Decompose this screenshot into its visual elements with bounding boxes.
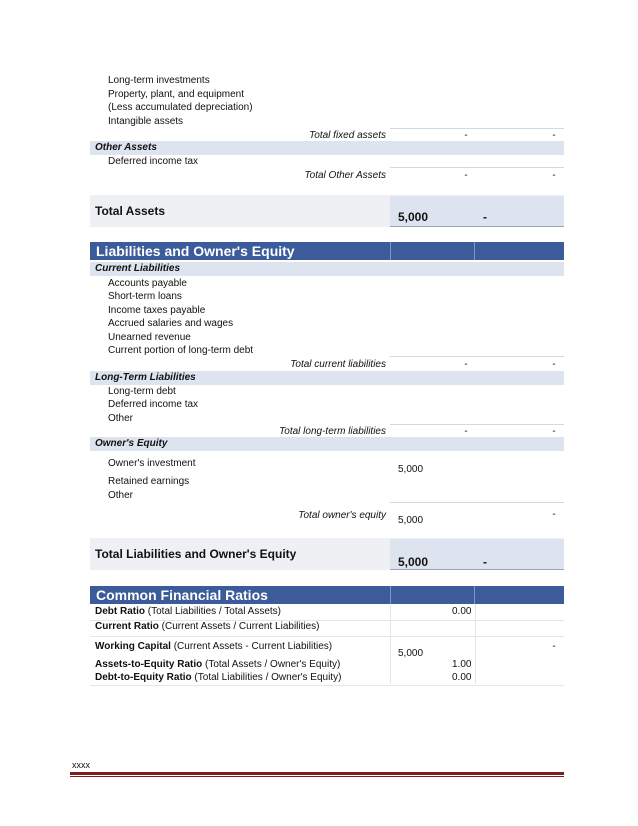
total-owners-equity-value-1: 5,000	[398, 515, 424, 526]
total-fixed-assets-value-2: -	[552, 130, 556, 141]
total-long-term-liabilities-value-1: -	[464, 426, 468, 437]
current-liability-item: Unearned revenue	[108, 332, 191, 343]
current-liabilities-heading: Current Liabilities	[95, 263, 181, 274]
ratio-row	[95, 672, 341, 684]
ratio-value: 1.00	[452, 659, 472, 670]
equity-item: Owner's investment	[108, 458, 196, 469]
ratio-row	[95, 621, 320, 633]
gridline	[90, 636, 564, 637]
owners-investment-value: 5,000	[398, 464, 424, 475]
total-fixed-assets-label: Total fixed assets	[309, 130, 386, 141]
current-liability-item: Accounts payable	[108, 278, 187, 289]
total-current-liabilities-value-1: -	[464, 359, 468, 370]
ratio-description: (Current Assets - Current Liabilities)	[170, 641, 333, 652]
ratio-value: 0.00	[452, 672, 472, 683]
working-capital-value-2: -	[552, 641, 556, 652]
current-liability-item: Current portion of long-term debt	[108, 345, 254, 356]
total-assets-label: Total Assets	[95, 204, 166, 218]
total-assets-value-1: 5,000	[398, 210, 429, 224]
total-liabilities-equity-value-1: 5,000	[398, 555, 429, 569]
long-term-liability-item: Deferred income tax	[108, 399, 199, 410]
total-owners-equity-value-2: -	[552, 509, 556, 520]
current-liability-item: Income taxes payable	[108, 305, 206, 316]
column-divider	[390, 604, 391, 684]
gridline	[390, 128, 564, 129]
ratio-row	[95, 606, 281, 618]
total-owners-equity-label: Total owner's equity	[298, 510, 386, 521]
total-liabilities-equity-label: Total Liabilities and Owner's Equity	[95, 547, 297, 561]
long-term-liabilities-heading: Long-Term Liabilities	[95, 372, 196, 383]
equity-item: Retained earnings	[108, 476, 190, 487]
ratio-name: Working Capital	[95, 641, 171, 652]
ratio-name: Assets-to-Equity Ratio	[95, 659, 203, 670]
total-liabilities-equity-value-2: -	[483, 555, 487, 569]
fixed-asset-item: Intangible assets	[108, 116, 184, 127]
gridline	[390, 424, 564, 425]
total-long-term-liabilities-label: Total long-term liabilities	[279, 426, 386, 437]
fixed-asset-item: (Less accumulated depreciation)	[108, 102, 253, 113]
gridline	[390, 167, 564, 168]
other-assets-heading: Other Assets	[95, 142, 157, 153]
ratio-value: 0.00	[452, 606, 472, 617]
footer-text: xxxx	[72, 760, 90, 770]
total-assets-value-2: -	[483, 210, 487, 224]
total-fixed-assets-value-1: -	[464, 130, 468, 141]
section-header	[90, 586, 564, 604]
ratio-name: Debt Ratio	[95, 606, 145, 617]
long-term-liability-item: Other	[108, 413, 134, 424]
footer-rule	[70, 772, 564, 775]
section-band	[90, 141, 564, 155]
ratio-description: (Total Liabilities / Owner's Equity)	[191, 672, 342, 683]
total-long-term-liabilities-value-2: -	[552, 426, 556, 437]
total-current-liabilities-label: Total current liabilities	[290, 359, 386, 370]
ratio-name: Current Ratio	[95, 621, 159, 632]
ratio-description: (Total Assets / Owner's Equity)	[202, 659, 341, 670]
other-asset-item: Deferred income tax	[108, 156, 199, 167]
gridline	[390, 356, 564, 357]
ratio-description: (Total Liabilities / Total Assets)	[145, 606, 281, 617]
total-current-liabilities-value-2: -	[552, 359, 556, 370]
gridline	[90, 685, 564, 686]
section-header	[90, 242, 564, 260]
long-term-liability-item: Long-term debt	[108, 386, 176, 397]
ratios-section-title: Common Financial Ratios	[96, 587, 268, 603]
ratio-name: Debt-to-Equity Ratio	[95, 672, 192, 683]
current-liability-item: Accrued salaries and wages	[108, 318, 234, 329]
working-capital-value: 5,000	[398, 648, 424, 659]
liabilities-section-title: Liabilities and Owner's Equity	[96, 243, 295, 259]
owners-equity-heading: Owner's Equity	[95, 438, 168, 449]
ratio-row	[95, 659, 340, 671]
total-other-assets-label: Total Other Assets	[304, 170, 386, 181]
gridline	[390, 502, 564, 503]
total-other-assets-value-2: -	[552, 170, 556, 181]
column-divider	[475, 604, 476, 684]
total-other-assets-value-1: -	[464, 170, 468, 181]
fixed-asset-item: Property, plant, and equipment	[108, 89, 245, 100]
equity-item: Other	[108, 490, 134, 501]
ratio-row	[95, 641, 332, 653]
fixed-asset-item: Long-term investments	[108, 75, 210, 86]
footer-rule	[70, 776, 564, 777]
current-liability-item: Short-term loans	[108, 291, 182, 302]
ratio-description: (Current Assets / Current Liabilities)	[158, 621, 320, 632]
